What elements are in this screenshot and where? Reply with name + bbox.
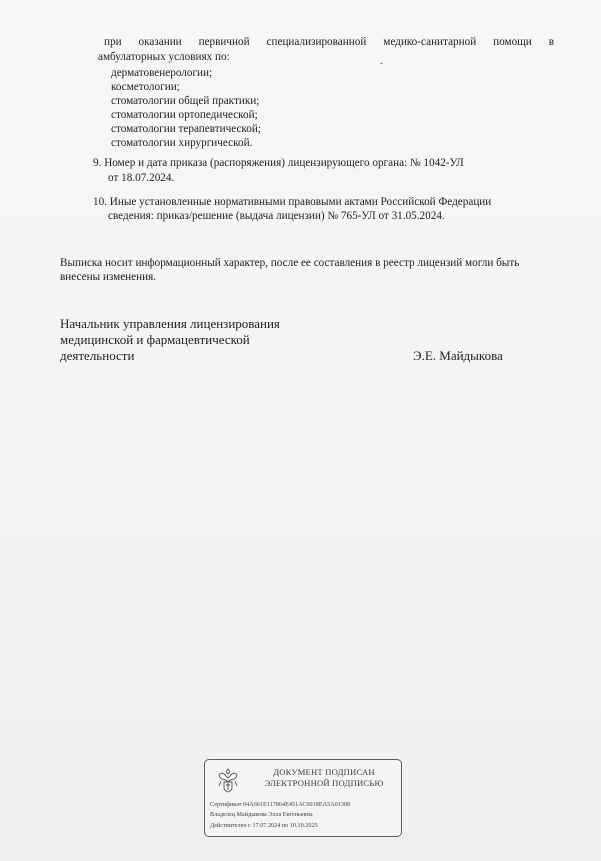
stray-dot: . — [380, 56, 383, 67]
stamp-title-line-2: ЭЛЕКТРОННОЙ ПОДПИСЬЮ — [264, 778, 384, 788]
service-item: косметологии; — [111, 81, 180, 93]
service-item: стоматологии ортопедической; — [111, 109, 258, 121]
certificate-validity: Действителен с 17.07.2024 по 10.10.2025 — [210, 822, 318, 829]
intro-word: помощи — [493, 36, 532, 48]
certificate-owner: Владелец Майдыкова Элла Евгеньевна — [210, 811, 313, 818]
e-signature-stamp — [204, 759, 402, 837]
intro-word: специализированной — [266, 36, 367, 48]
signer-position-line-2: медицинской и фармацевтической — [60, 332, 250, 347]
intro-word: оказании — [138, 36, 182, 48]
signer-position-line-3: деятельности — [60, 348, 135, 363]
disclaimer-line-2: внесены изменения. — [60, 271, 157, 283]
item-9-line-2: от 18.07.2024. — [108, 172, 175, 184]
coat-of-arms-icon — [215, 766, 241, 794]
item-10-line-2: сведения: приказ/решение (выдача лицензии) № 765-УЛ от 31.05.2024. — [108, 210, 445, 222]
signer-position-line-1: Начальник управления лицензирования — [60, 316, 280, 331]
intro-word: в — [548, 36, 554, 48]
service-item: дерматовенерологии; — [111, 67, 213, 79]
stamp-title-line-1: ДОКУМЕНТ ПОДПИСАН — [273, 767, 375, 777]
intro-word: первичной — [198, 36, 250, 48]
signer-name: Э.Е. Майдыкова — [413, 348, 503, 363]
intro-word: медико-санитарной — [383, 36, 477, 48]
certificate-number: Сертификат 04А661Е117864Е451АС6018ЕА5А01308 — [210, 801, 351, 808]
intro-word: при — [104, 36, 122, 48]
intro-line-2: амбулаторных условиях по: — [98, 51, 230, 63]
item-9-line-1: 9. Номер и дата приказа (распоряжения) лицензирующего органа: № 1042-УЛ — [93, 157, 464, 169]
disclaimer-line-1: Выписка носит информационный характер, после ее составления в реестр лицензий могли быть — [60, 257, 520, 269]
service-item: стоматологии хирургической. — [111, 137, 253, 149]
item-10-line-1: 10. Иные установленные нормативными правовыми актами Российской Федерации — [93, 196, 492, 208]
intro-line-1 — [104, 36, 554, 49]
service-item: стоматологии общей практики; — [111, 95, 260, 107]
stamp-title — [249, 767, 399, 789]
service-item: стоматологии терапевтической; — [111, 123, 261, 135]
